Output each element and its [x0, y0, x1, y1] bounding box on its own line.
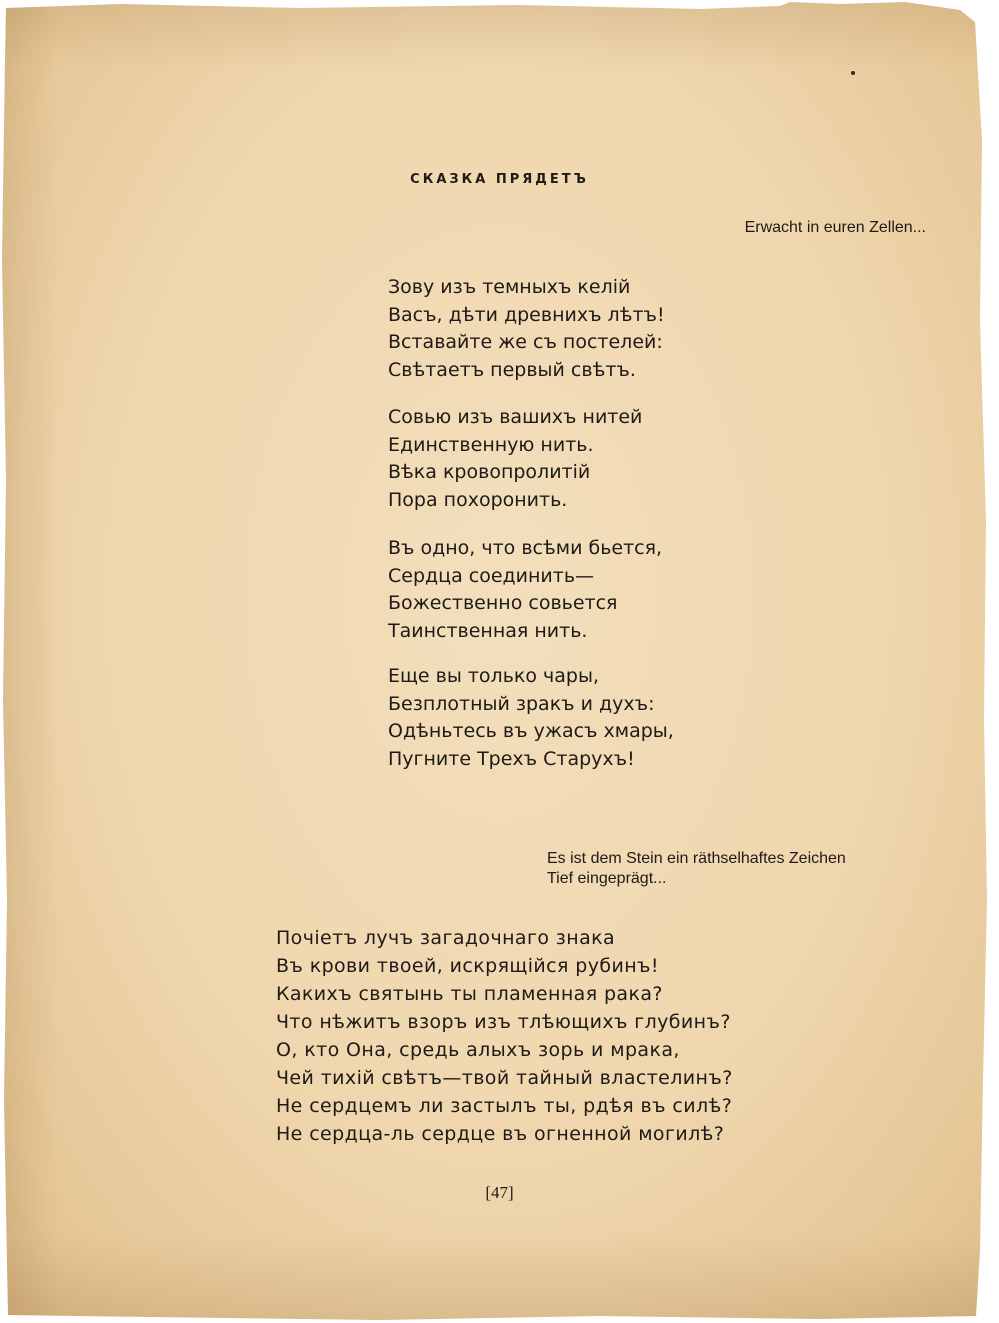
- verse-line: Въ одно, что всѣми бьется,: [388, 537, 663, 559]
- epigraph-line: Es ist dem Stein ein räthselhaftes Zeichen: [547, 850, 846, 867]
- verse-line: Одѣньтесь въ ужасъ хмары,: [388, 720, 674, 742]
- verse-line: Пугните Трехъ Старухъ!: [388, 747, 635, 770]
- stanza-3: [388, 535, 662, 645]
- verse-line: Въ крови твоей, искрящійся рубинъ!: [276, 955, 659, 977]
- verse-line: Васъ, дѣти древнихъ лѣтъ!: [388, 303, 665, 326]
- verse-line: Совью изъ вашихъ нитей: [388, 406, 643, 428]
- epigraph-first: Erwacht in euren Zellen...: [744, 219, 926, 236]
- verse-line: Пора похоронить.: [388, 488, 568, 511]
- verse-line: Какихъ святынь ты пламенная рака?: [276, 983, 663, 1005]
- poem-title: СКАЗКА ПРЯДЕТЪ: [410, 172, 589, 187]
- verse-line: Вѣка кровопролитій: [388, 461, 591, 483]
- paper-stain-bottom: [0, 1233, 999, 1323]
- verse-line: Не сердцемъ ли застылъ ты, рдѣя въ силѣ?: [276, 1095, 733, 1117]
- second-poem: [276, 924, 733, 1148]
- verse-line: О, кто Она, средь алыхъ зорь и мрака,: [276, 1039, 680, 1061]
- verse-line: Вставайте же съ постелей:: [388, 331, 663, 353]
- verse-line: Что нѣжитъ взоръ изъ тлѣющихъ глубинъ?: [276, 1011, 731, 1033]
- stanza-2: [388, 404, 642, 514]
- paper-stain-left: [0, 0, 60, 1323]
- verse-line: Безплотный зракъ и духъ:: [388, 692, 655, 715]
- verse-line: Таинственная нить.: [388, 619, 588, 642]
- epigraph-line: Tief eingeprägt...: [547, 870, 667, 887]
- verse-line: Сердца соединить—: [388, 564, 595, 587]
- verse-line: Не сердца-ль сердце въ огненной могилѣ?: [276, 1123, 725, 1145]
- verse-line: Еще вы только чары,: [388, 665, 600, 687]
- stanza-4: [388, 663, 674, 773]
- page-number: [47]: [485, 1183, 514, 1202]
- ink-speck: [851, 71, 855, 75]
- verse-line: Чей тихій свѣтъ—твой тайный властелинъ?: [276, 1067, 733, 1089]
- verse-line: Почіетъ лучъ загадочнаго знака: [276, 927, 616, 949]
- stanza-1: [388, 274, 665, 384]
- epigraph-second: [547, 849, 846, 889]
- paper-stain-top: [0, 0, 999, 70]
- verse-line: Свѣтаетъ первый свѣтъ.: [388, 358, 636, 381]
- verse-line: Единственную нить.: [388, 433, 594, 456]
- verse-line: Зову изъ темныхъ келій: [388, 276, 631, 298]
- verse-line: Божественно совьется: [388, 592, 618, 614]
